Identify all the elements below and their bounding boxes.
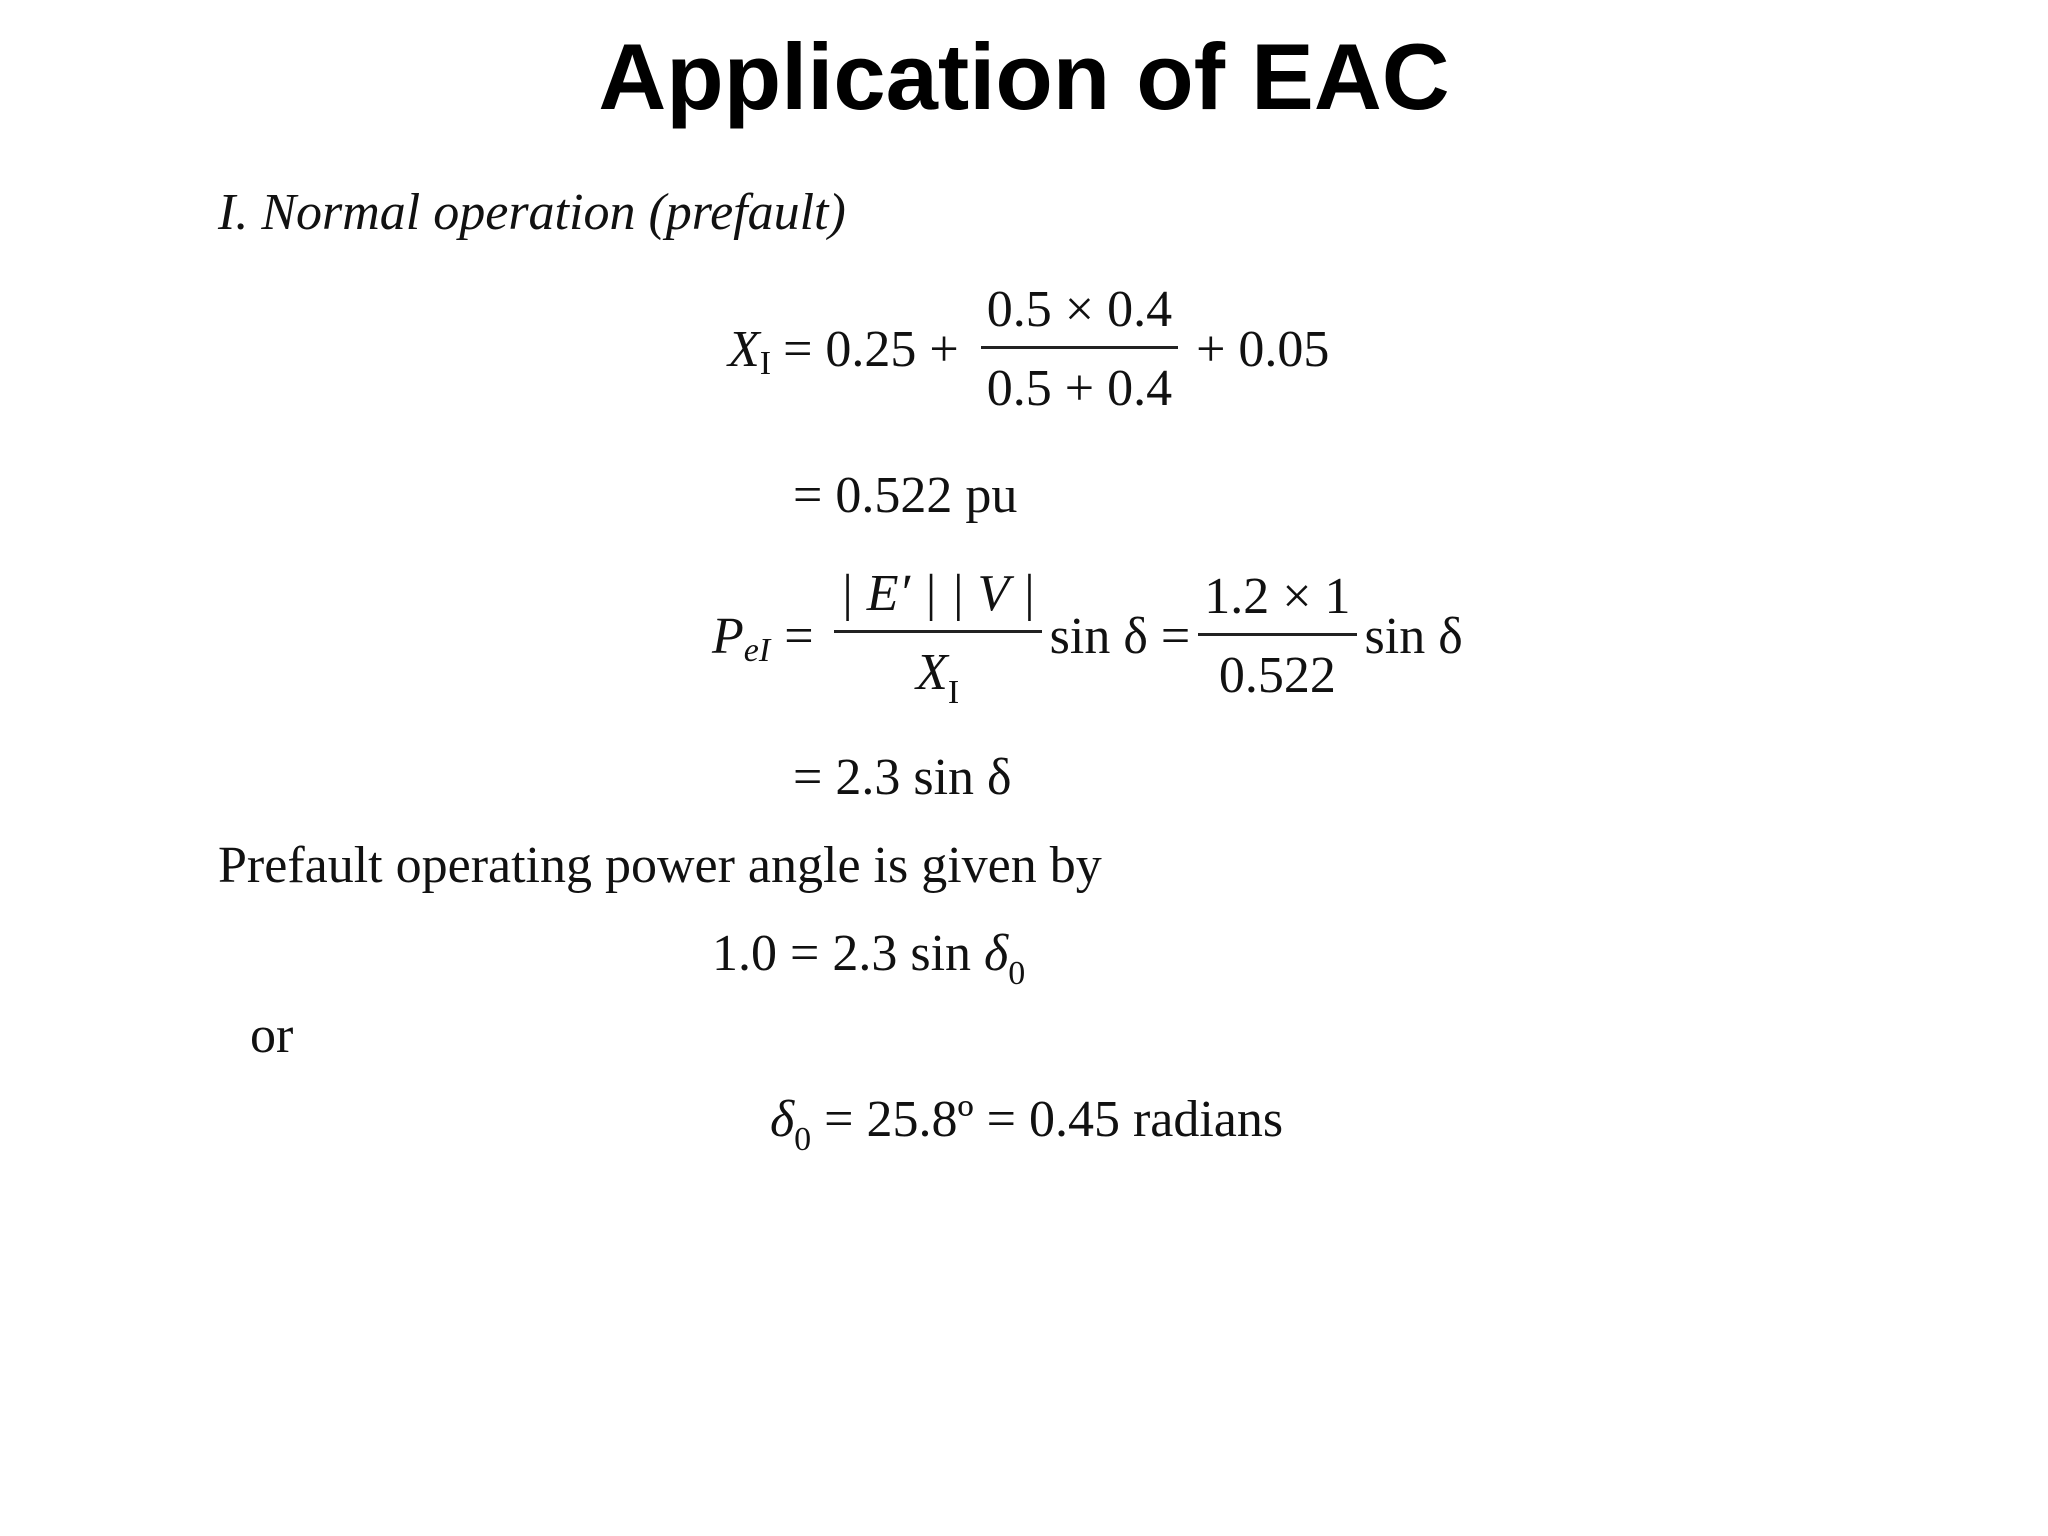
slide-title: Application of EAC bbox=[598, 24, 1450, 129]
pe-tail: sin δ bbox=[1364, 608, 1463, 665]
pe-fraction-2 bbox=[1198, 565, 1356, 708]
x1-sub: I bbox=[759, 344, 772, 382]
delta0-sub: 0 bbox=[1008, 955, 1026, 992]
result-sub: 0 bbox=[794, 1121, 812, 1158]
pe-eq-sign: = bbox=[784, 608, 814, 665]
x1-eq-start: = 0.25 + bbox=[783, 321, 959, 378]
result-var: δ bbox=[770, 1091, 795, 1148]
pe-sub: eI bbox=[743, 631, 771, 669]
prefault-text: Prefault operating power angle is given by bbox=[218, 837, 1102, 894]
result-rest: = 25.8º = 0.45 radians bbox=[811, 1091, 1284, 1148]
x1-tail: + 0.05 bbox=[1196, 321, 1330, 378]
pe-fraction-1 bbox=[834, 562, 1042, 711]
pe-frac1-den-var: X bbox=[916, 644, 948, 701]
pe-mid: sin δ = bbox=[1049, 608, 1191, 665]
equation-delta0 bbox=[712, 924, 1025, 990]
x1-result: = 0.522 pu bbox=[793, 467, 1018, 524]
delta0-lhs: 1.0 = 2.3 sin bbox=[712, 925, 985, 982]
equation-pe bbox=[712, 562, 1463, 711]
pe-frac1-den-sub: I bbox=[947, 674, 960, 711]
x1-frac-num: 0.5 × 0.4 bbox=[986, 281, 1173, 338]
x1-fraction bbox=[981, 278, 1178, 421]
pe-frac2-den: 0.522 bbox=[1198, 633, 1356, 708]
pe-var: P bbox=[712, 608, 744, 665]
pe-result: = 2.3 sin δ bbox=[793, 749, 1012, 806]
x1-var: X bbox=[728, 321, 760, 378]
pe-frac1-den bbox=[834, 630, 1042, 711]
equation-x1 bbox=[728, 278, 1329, 421]
equation-result bbox=[770, 1090, 1283, 1156]
delta0-var: δ bbox=[984, 925, 1009, 982]
or-text: or bbox=[250, 1007, 294, 1064]
pe-frac1-num: | E′ | | V | bbox=[839, 565, 1036, 622]
pe-frac2-num: 1.2 × 1 bbox=[1204, 568, 1351, 625]
x1-frac-den: 0.5 + 0.4 bbox=[981, 346, 1178, 421]
section-heading: I. Normal operation (prefault) bbox=[218, 184, 846, 241]
